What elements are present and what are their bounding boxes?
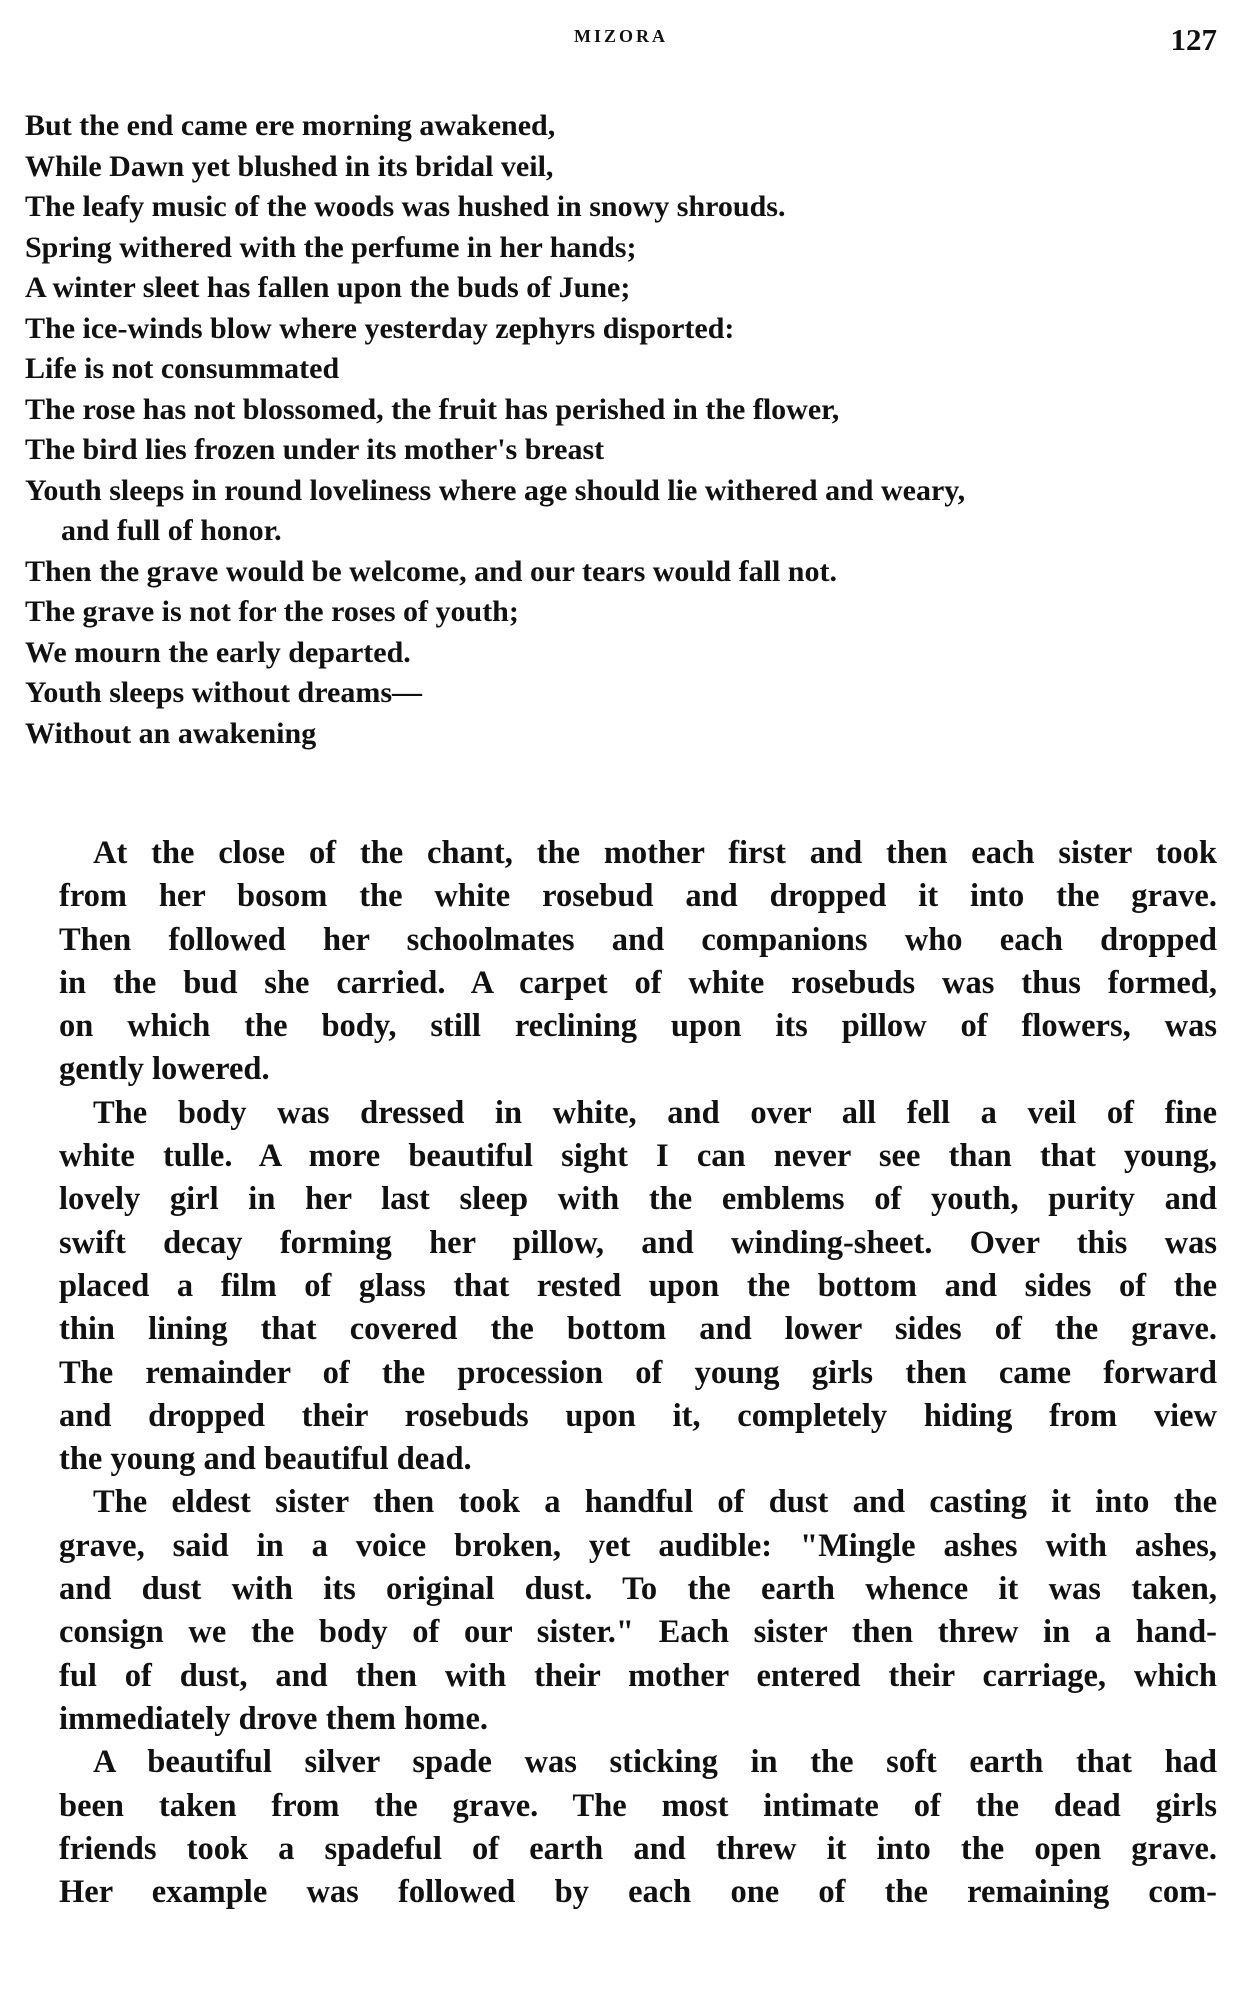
poem-line: Then the grave would be welcome, and our tears would fall not. <box>25 554 837 588</box>
poem-line: While Dawn yet blushed in its bridal veil, <box>25 149 554 183</box>
poem-line: Youth sleeps without dreams— <box>25 676 422 709</box>
poem-line: We mourn the early departed. <box>25 635 411 669</box>
paragraph <box>25 832 1217 1092</box>
poem-line: The grave is not for the roses of youth; <box>25 595 519 628</box>
poem-line: Life is not consummated <box>25 352 340 385</box>
text-line: swift decay forming her pillow, and winding-sheet. Over this was <box>59 1224 1217 1261</box>
page-number: 127 <box>1170 22 1217 57</box>
text-line: in the bud she carried. A carpet of white rosebuds was thus formed, <box>59 964 1217 1001</box>
poem-line: The rose has not blossomed, the fruit has perished in the flower, <box>25 392 840 426</box>
text-line: ful of dust, and then with their mother entered their carriage, which <box>59 1657 1217 1694</box>
text-line: on which the body, still reclining upon its pillow of flowers, was <box>59 1008 1217 1045</box>
paragraph <box>25 1481 1217 1741</box>
text-line: placed a film of glass that rested upon the bottom and sides of the <box>59 1267 1217 1304</box>
text-line: Then followed her schoolmates and companions who each dropped <box>59 921 1217 958</box>
text-line: white tulle. A more beautiful sight I can never see than that young, <box>59 1138 1217 1175</box>
text-line: Her example was followed by each one of the remaining com- <box>59 1874 1217 1911</box>
text-line: friends took a spadeful of earth and threw it into the open grave. <box>59 1830 1217 1867</box>
text-line: gently lowered. <box>59 1051 270 1088</box>
text-line: and dropped their rosebuds upon it, completely hiding from view <box>59 1397 1217 1434</box>
paragraph <box>25 1741 1217 1914</box>
running-head <box>25 22 1217 57</box>
poem-line: The bird lies frozen under its mother's breast <box>25 433 605 466</box>
text-line: A beautiful silver spade was sticking in the soft earth that had <box>93 1744 1217 1781</box>
poem-line: But the end came ere morning awakened, <box>25 109 556 142</box>
poem-line: A winter sleet has fallen upon the buds of June; <box>25 271 631 304</box>
text-line: been taken from the grave. The most intimate of the dead girls <box>59 1787 1217 1824</box>
text-line: consign we the body of our sister." Each sister then threw in a hand- <box>59 1614 1217 1651</box>
poem-line: and full of honor. <box>61 514 282 547</box>
text-line: and dust with its original dust. To the earth whence it was taken, <box>59 1571 1217 1608</box>
prose-body <box>25 832 1217 1914</box>
text-line: The body was dressed in white, and over all fell a veil of fine <box>93 1094 1217 1131</box>
text-line: lovely girl in her last sleep with the emblems of youth, purity and <box>59 1181 1217 1218</box>
text-line: The eldest sister then took a handful of dust and casting it into the <box>93 1484 1217 1521</box>
poem-line: Spring withered with the perfume in her hands; <box>25 230 637 264</box>
paragraph <box>25 1092 1217 1482</box>
text-line: from her bosom the white rosebud and dropped it into the grave. <box>59 878 1217 915</box>
poem-line: The leafy music of the woods was hushed in snowy shrouds. <box>25 190 786 223</box>
poem-line: The ice-winds blow where yesterday zephyrs disported: <box>25 311 735 345</box>
chant-poem <box>25 106 1215 754</box>
text-line: The remainder of the procession of young girls then came forward <box>59 1354 1217 1391</box>
text-line: grave, said in a voice broken, yet audible: "Mingle ashes with ashes, <box>59 1527 1217 1564</box>
text-line: immediately drove them home. <box>59 1700 489 1737</box>
poem-line: Youth sleeps in round loveliness where age should lie withered and weary, <box>25 473 966 507</box>
text-line: the young and beautiful dead. <box>59 1441 472 1478</box>
running-title: MIZORA <box>574 26 668 46</box>
poem-line: Without an awakening <box>25 716 317 750</box>
text-line: At the close of the chant, the mother first and then each sister took <box>93 835 1217 871</box>
text-line: thin lining that covered the bottom and lower sides of the grave. <box>59 1311 1217 1348</box>
